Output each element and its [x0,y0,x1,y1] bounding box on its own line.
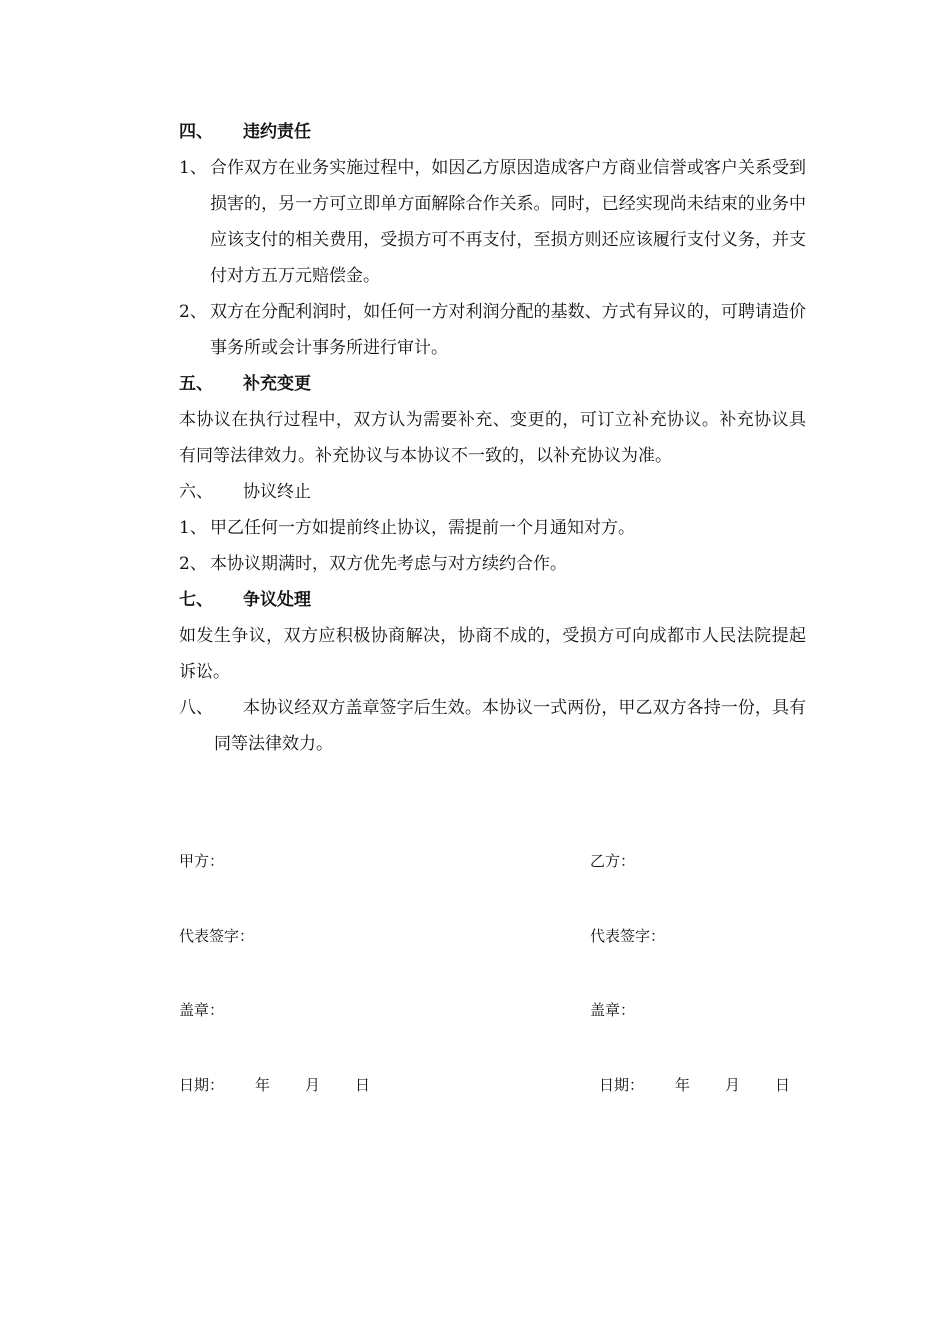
party-b-name-label: 乙方： [590,852,636,870]
item-text: 双方在分配利润时，如任何一方对利润分配的基数、方式有异议的，可聘请造价事务所或会计事务所进行审计。 [210,302,806,358]
month-label: 月 [305,1076,321,1094]
section-title: 补充变更 [243,374,311,394]
list-item [179,294,806,366]
party-b-date-line [599,1075,790,1095]
day-label: 日 [355,1076,371,1094]
section-heading-termination [179,474,806,510]
section-heading-breach [179,114,806,150]
party-a-seal-label: 盖章： [179,1001,225,1019]
party-a-rep-label: 代表签字： [179,927,255,945]
day-label: 日 [775,1076,791,1094]
section-heading-supplement [179,366,806,402]
year-label: 年 [675,1076,691,1094]
month-label: 月 [725,1076,741,1094]
year-label: 年 [255,1076,271,1094]
party-b-seal-label: 盖章： [590,1001,636,1019]
item-number: 1、 [179,158,207,178]
party-a-date-line [179,1075,370,1095]
section-heading-dispute [179,582,806,618]
section-text: 本协议经双方盖章签字后生效。本协议一式两份，甲乙双方各持一份，具有同等法律效力。 [214,698,806,754]
item-text: 合作双方在业务实施过程中，如因乙方原因造成客户方商业信誉或客户关系受到损害的，另一方可立即单方面解除合作关系。同时，已经实现尚未结束的业务中应该支付的相关费用，受损方可不再支付，至损方则还应该履行支付义务，并支付对方五万元赔偿金。 [210,158,806,286]
section-paragraph: 本协议在执行过程中，双方认为需要补充、变更的，可订立补充协议。补充协议具有同等法律效力。补充协议与本协议不一致的，以补充协议为准。 [179,410,806,466]
section-number: 六、 [179,482,213,502]
list-item [179,150,806,294]
section-number: 五、 [179,374,213,394]
item-number: 1、 [179,518,207,538]
item-number: 2、 [179,554,207,574]
item-number: 2、 [179,302,207,322]
party-b-rep-label: 代表签字： [590,927,666,945]
item-text: 甲乙任何一方如提前终止协议，需提前一个月通知对方。 [210,518,635,538]
list-item [179,510,806,546]
party-a-name-label: 甲方： [179,852,225,870]
date-label: 日期： [599,1076,645,1094]
section-title: 协议终止 [243,482,311,502]
section-number: 八、 [179,698,213,718]
item-text: 本协议期满时，双方优先考虑与对方续约合作。 [210,554,567,574]
list-item [179,546,806,582]
date-label: 日期： [179,1076,225,1094]
section-effective-clause [179,690,806,762]
section-number: 七、 [179,590,213,610]
section-title: 违约责任 [243,122,311,142]
section-title: 争议处理 [243,590,311,610]
section-paragraph: 如发生争议，双方应积极协商解决，协商不成的，受损方可向成都市人民法院提起诉讼。 [179,626,806,682]
section-number: 四、 [179,122,213,142]
contract-body [179,114,806,762]
